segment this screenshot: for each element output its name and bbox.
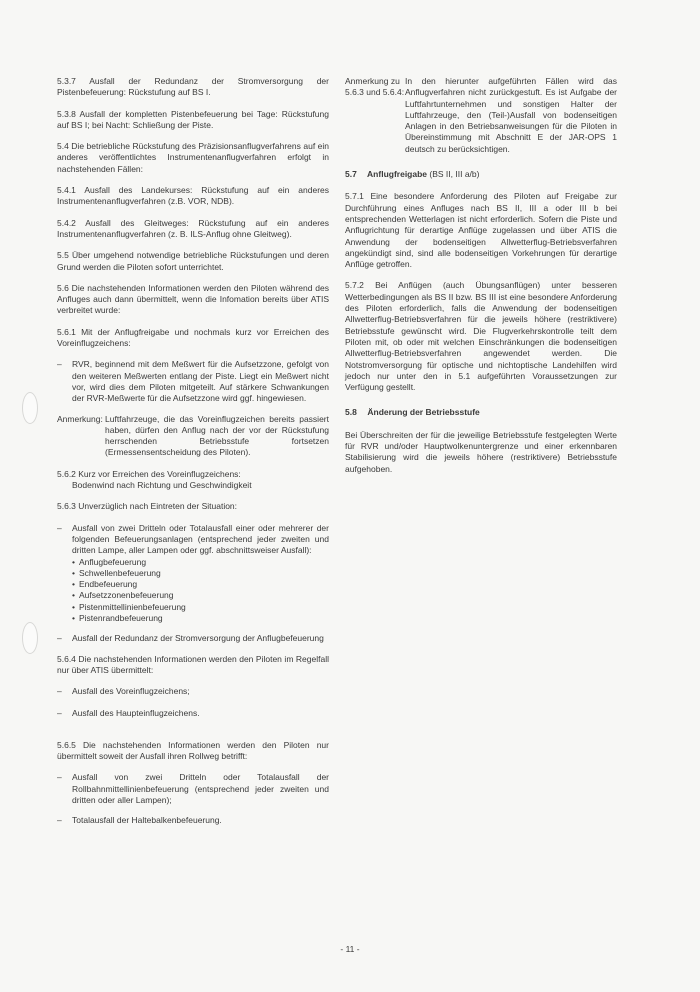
paragraph-5-6-2 bbox=[57, 469, 329, 492]
punch-hole bbox=[22, 622, 38, 654]
paragraph-5-7-2: 5.7.2 Bei Anflügen (auch Übungsanflügen) unter besseren Wetterbedingungen als BS II bzw. BS III ist eine besondere Anforderung des Piloten erforderlich, falls die Anwendung der bodenseitigen Allwetterflug-Betriebsverfahren für die jeweils höhere (restriktivere) Betriebsstufe gewünscht wird. Die Flugverkehrskontrolle teilt dem Piloten mit, ob oder mit welchen Einschränkungen die bodenseitigen Allwetterflug-Betriebsverfahren angewendet werden. Die Notstromversorgung für optische und nichtoptische Landehilfen wird jedoch nur unter den in 5.1 aufgeführten Voraussetzungen zur Verfügung gestellt. bbox=[345, 280, 617, 393]
section-title: Anflugfreigabe bbox=[367, 169, 428, 180]
punch-hole bbox=[22, 392, 38, 424]
left-column bbox=[57, 76, 329, 836]
paragraph-5-4-2: 5.4.2 Ausfall des Gleitweges: Rückstufung auf ein anderes Instrumentenanflugverfahren (z. B. ILS-Anflug ohne Gleitweg). bbox=[57, 217, 329, 239]
list-item: – Ausfall des Voreinflugzeichens; bbox=[57, 686, 329, 697]
list-item: – Ausfall der Redundanz der Stromversorgung der Anflugbefeuerung bbox=[57, 633, 329, 644]
section-title-suffix: (BS II, III a/b) bbox=[429, 169, 480, 180]
section-number: 5.7 bbox=[345, 169, 357, 180]
section-heading-5-8 bbox=[345, 407, 617, 418]
lighting-system-item: • Endbefeuerung bbox=[72, 579, 329, 590]
list-item bbox=[57, 523, 329, 625]
paragraph-5-6-5: 5.6.5 Die nachstehenden Informationen werden den Piloten nur übermittelt soweit der Ausfall ihren Rollweg betrifft: bbox=[57, 739, 329, 762]
note-text: Luftfahrzeuge, die das Voreinflugzeichen bereits passiert haben, dürfen den Anflug nach der vor der Rückstufung herrschenden Betriebsstufe fortsetzen (Ermessensentscheidung des Piloten). bbox=[105, 413, 329, 458]
lighting-system-item: • Aufsetzzonenbefeuerung bbox=[72, 590, 329, 601]
lighting-system-item: • Pistenrandbefeuerung bbox=[72, 613, 329, 624]
paragraph-5-6: 5.6 Die nachstehenden Informationen werden den Piloten während des Anfluges auch dann übermittelt, wenn die Infomation bereits über ATIS verbreitet wurde: bbox=[57, 282, 329, 316]
paragraph-5-6-2-text: Bodenwind nach Richtung und Geschwindigkeit bbox=[72, 480, 252, 491]
list-item: – Totalausfall der Haltebalkenbefeuerung. bbox=[57, 815, 329, 826]
section-title: Änderung der Betriebsstufe bbox=[367, 407, 480, 418]
list-item: – Ausfall von zwei Dritteln oder Totalausfall der Rollbahnmittellinienbefeuerung (entsprechend jeder zweiten und dritten oder aller Lampen); bbox=[57, 772, 329, 806]
paragraph-5-5: 5.5 Über umgehend notwendige betriebliche Rückstufungen und deren Grund werden die Piloten sofort unterrichtet. bbox=[57, 250, 329, 272]
right-column bbox=[345, 76, 617, 485]
list-item: – RVR, beginnend mit dem Meßwert für die Aufsetzzone, gefolgt von den weiteren Meßwerten entlang der Piste. Liegt ein Meßwert nicht vor, wird dies dem Piloten mitgeteilt. Auf stärkere Schwankungen der RVR-Meßwerte für die Aufsetzzone wird ggf. hingewiesen. bbox=[57, 359, 329, 404]
paragraph-5-7-1: 5.7.1 Eine besondere Anforderung des Piloten auf Freigabe zur Durchführung eines Anfluges nach BS II, III a oder III b bei entsprechenden Wetterlagen ist nicht erforderlich. Sofern die Piste und Anflugrichtung für derartige Anflüge zugelassen und über ATIS die Anwendung der bodenseitigen Allwetterflug-Betriebsverfahren angekündigt sind, sind alle bodenseitigen Vorkehrungen für derartige Anflüge getroffen. bbox=[345, 191, 617, 270]
list-item: – Ausfall des Haupteinflugzeichens. bbox=[57, 708, 329, 719]
note-anmerkung bbox=[57, 414, 329, 459]
lighting-systems-list bbox=[72, 557, 329, 625]
paragraph-5-6-1: 5.6.1 Mit der Anflugfreigabe und nochmals kurz vor Erreichen des Voreinflugzeichens: bbox=[57, 326, 329, 349]
note-anmerkung-5-6-3 bbox=[345, 76, 617, 155]
paragraph-5-4: 5.4 Die betriebliche Rückstufung des Präzisionsanflugverfahrens auf ein anderes veröffentlichtes Instrumentenanflugverfahren erfolgt in nachstehenden Fällen: bbox=[57, 141, 329, 174]
lighting-system-item: • Schwellenbefeuerung bbox=[72, 568, 329, 579]
note-label: Anmerkung zu 5.6.3 und 5.6.4: bbox=[345, 76, 405, 98]
note-label: Anmerkung: bbox=[57, 413, 103, 424]
section-number: 5.8 bbox=[345, 407, 357, 418]
list-item-text: Ausfall von zwei Dritteln oder Totalausfall einer oder mehrerer der folgenden Befeuerungsanlagen (entsprechend jeder zweiten und dritten Lampe, aller Lampen oder ggf. abschnittsweiser Ausfall): bbox=[72, 522, 329, 556]
paragraph-5-6-3: 5.6.3 Unverzüglich nach Eintreten der Situation: bbox=[57, 501, 238, 512]
note-text: In den hierunter aufgeführten Fällen wird das Anflugverfahren nicht zurückgestuft. Es ist Aufgabe der Luftfahrtunternehmen und sonstigen Halter der Luftfahrzeuge, den (Teil-)Ausfall von bodenseitigen Anlagen in den Betriebsanweisungen für die Piloten in Übereinstimmung mit Abschnitt E der JAR-OPS 1 deutsch zu berücksichtigen. bbox=[405, 76, 617, 154]
atis-list bbox=[57, 686, 329, 720]
page-number: - 11 - bbox=[340, 944, 360, 954]
paragraph-5-3-7: 5.3.7 Ausfall der Redundanz der Stromversorgung der Pistenbefeuerung: Rückstufung auf BS I. bbox=[57, 76, 329, 98]
section-heading-5-7 bbox=[345, 169, 617, 180]
rvr-list bbox=[57, 359, 329, 404]
paragraph-5-6-4: 5.6.4 Die nachstehenden Informationen werden den Piloten im Regelfall nur über ATIS übermittelt: bbox=[57, 653, 329, 675]
paragraph-5-6-2-title: 5.6.2 Kurz vor Erreichen des Voreinflugzeichens: bbox=[57, 468, 241, 479]
taxiway-list bbox=[57, 772, 329, 826]
paragraph-5-8: Bei Überschreiten der für die jeweilige Betriebsstufe festgelegten Werte für RVR und/oder Hauptwolkenuntergrenze und einer erkennbaren Stabilisierung wird die jeweils höhere (restriktivere) Betriebsstufe aufgehoben. bbox=[345, 429, 617, 474]
lighting-system-item: • Pistenmittellinienbefeuerung bbox=[72, 602, 329, 613]
paragraph-5-4-1: 5.4.1 Ausfall des Landekurses: Rückstufung auf ein anderes Instrumentenanflugverfahren (z.B. VOR, NDB). bbox=[57, 185, 329, 207]
lighting-system-item: • Anflugbefeuerung bbox=[72, 557, 329, 568]
paragraph-5-3-8: 5.3.8 Ausfall der kompletten Pistenbefeuerung bei Tage: Rückstufung auf BS I; bei Nacht: Schließung der Piste. bbox=[57, 108, 329, 130]
lighting-failure-list bbox=[57, 523, 329, 645]
